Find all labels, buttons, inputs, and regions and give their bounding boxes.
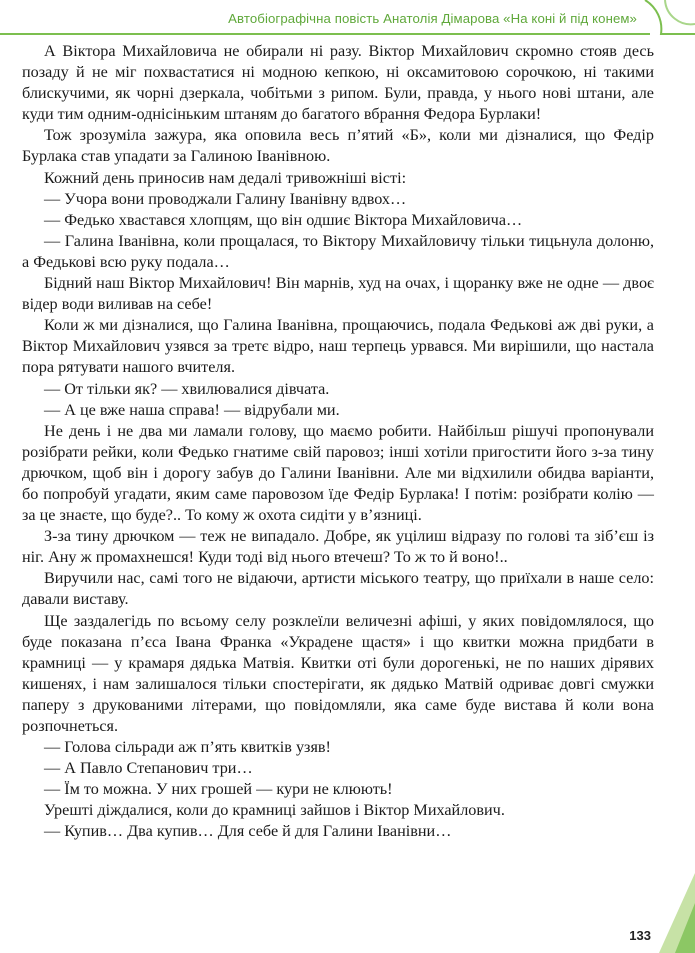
paragraph: Не день і не два ми ламали голову, що маємо робити. Найбільш рішучі пропонували розібрати рейки, коли Федько гнатиме свій паровоз; інші хотіли пригостити його з-за тину дрючком, щоб він і дорогу забув до Галини Іванівни. Але ми відхилили обидва варіанти, бо попробуй угадати, яким саме паровозом їде Федір Бурлака! І потім: розібрати колію — за це знаєте, що буде?.. То кому ж охота сидіти у в’язниці. bbox=[22, 421, 654, 525]
dialogue-line: — Голова сільради аж п’ять квитків узяв! bbox=[44, 738, 331, 757]
dialogue-line: — Галина Іванівна, коли прощалася, то Віктору Михайловичу тільки тицьнула долоню, а Федькові всю руку подала… bbox=[22, 231, 654, 271]
corner-triangle-decoration bbox=[639, 873, 695, 953]
page-number: 133 bbox=[629, 928, 651, 943]
dialogue-line: — Їм то можна. У них грошей — кури не клюють! bbox=[44, 780, 393, 799]
dialogue-line: — А Павло Степанович три… bbox=[44, 759, 253, 778]
paragraph: Тож зрозуміла зажура, яка оповила весь п’ятий «Б», коли ми дізналися, що Федір Бурлака став упадати за Галиною Іванівною. bbox=[22, 126, 654, 166]
running-header bbox=[0, 0, 695, 36]
dialogue-line: — Федько хвастався хлопцям, що він одшиє Віктора Михайловича… bbox=[44, 210, 523, 229]
dialogue-line: — Учора вони проводжали Галину Іванівну вдвох… bbox=[44, 189, 407, 208]
paragraph: З-за тину дрючком — теж не випадало. Добре, як уцілиш відразу по голові та зіб’єш із ніг. Ану ж промахнешся! Куди тоді від нього втечеш? То ж то й воно!.. bbox=[22, 527, 654, 567]
dialogue-line: — А це вже наша справа! — відрубали ми. bbox=[44, 400, 340, 419]
paragraph: Виручили нас, самі того не відаючи, артисти міського театру, що приїхали в наше село: давали виставу. bbox=[22, 569, 654, 609]
dialogue-line: — От тільки як? — хвилювалися дівчата. bbox=[44, 379, 330, 398]
paragraph: Бідний наш Віктор Михайлович! Він марнів, худ на очах, і щоранку вже не одне — двоє відер води виливав на себе! bbox=[22, 274, 654, 314]
paragraph: Кожний день приносив нам дедалі тривожніші вісті: bbox=[44, 168, 407, 187]
paragraph: Коли ж ми дізналися, що Галина Іванівна, прощаючись, подала Федькові аж дві руки, а Віктор Михайлович узявся за третє відро, наш терпець урвався. Ми вирішили, що настала пора рятувати нашого вчителя. bbox=[22, 316, 654, 377]
dialogue-line: — Купив… Два купив… Для себе й для Галини Іванівни… bbox=[44, 822, 452, 841]
paragraph: Урешті діждалися, коли до крамниці зайшов і Віктор Михайлович. bbox=[44, 801, 505, 820]
header-rule bbox=[0, 33, 650, 35]
paragraph: Ще заздалегідь по всьому селу розклеїли величезні афіші, у яких повідомлялося, що буде показана п’єса Івана Франка «Украдене щастя» і що квитки можна придбати в крамниці — у крамаря дядька Матвія. Квитки оті були дорогенькі, не по наших дірявих кишенях, і нам залишалося тільки спостерігати, як дядько Матвій одриває довгі смужки паперу з друкованими літерами, що повідомляли, яка саме буде вистава й коли вона розпочнеться. bbox=[22, 611, 654, 735]
book-title-header: Автобіографічна повість Анатолія Дімарова «На коні й під конем» bbox=[228, 11, 637, 26]
page-body bbox=[22, 41, 654, 843]
paragraph: А Віктора Михайловича не обирали ні разу. Віктор Михайлович скромно стояв десь позаду й не міг похвастатися ні модною кепкою, ні оксамитовою сорочкою, ні такими блискучими, як чорні дзеркала, чобітьми з рипом. Були, правда, у нього нові штани, але куди тим одним-однісіньким штаням до багатого вбрання Федора Бурлаки! bbox=[22, 42, 654, 124]
